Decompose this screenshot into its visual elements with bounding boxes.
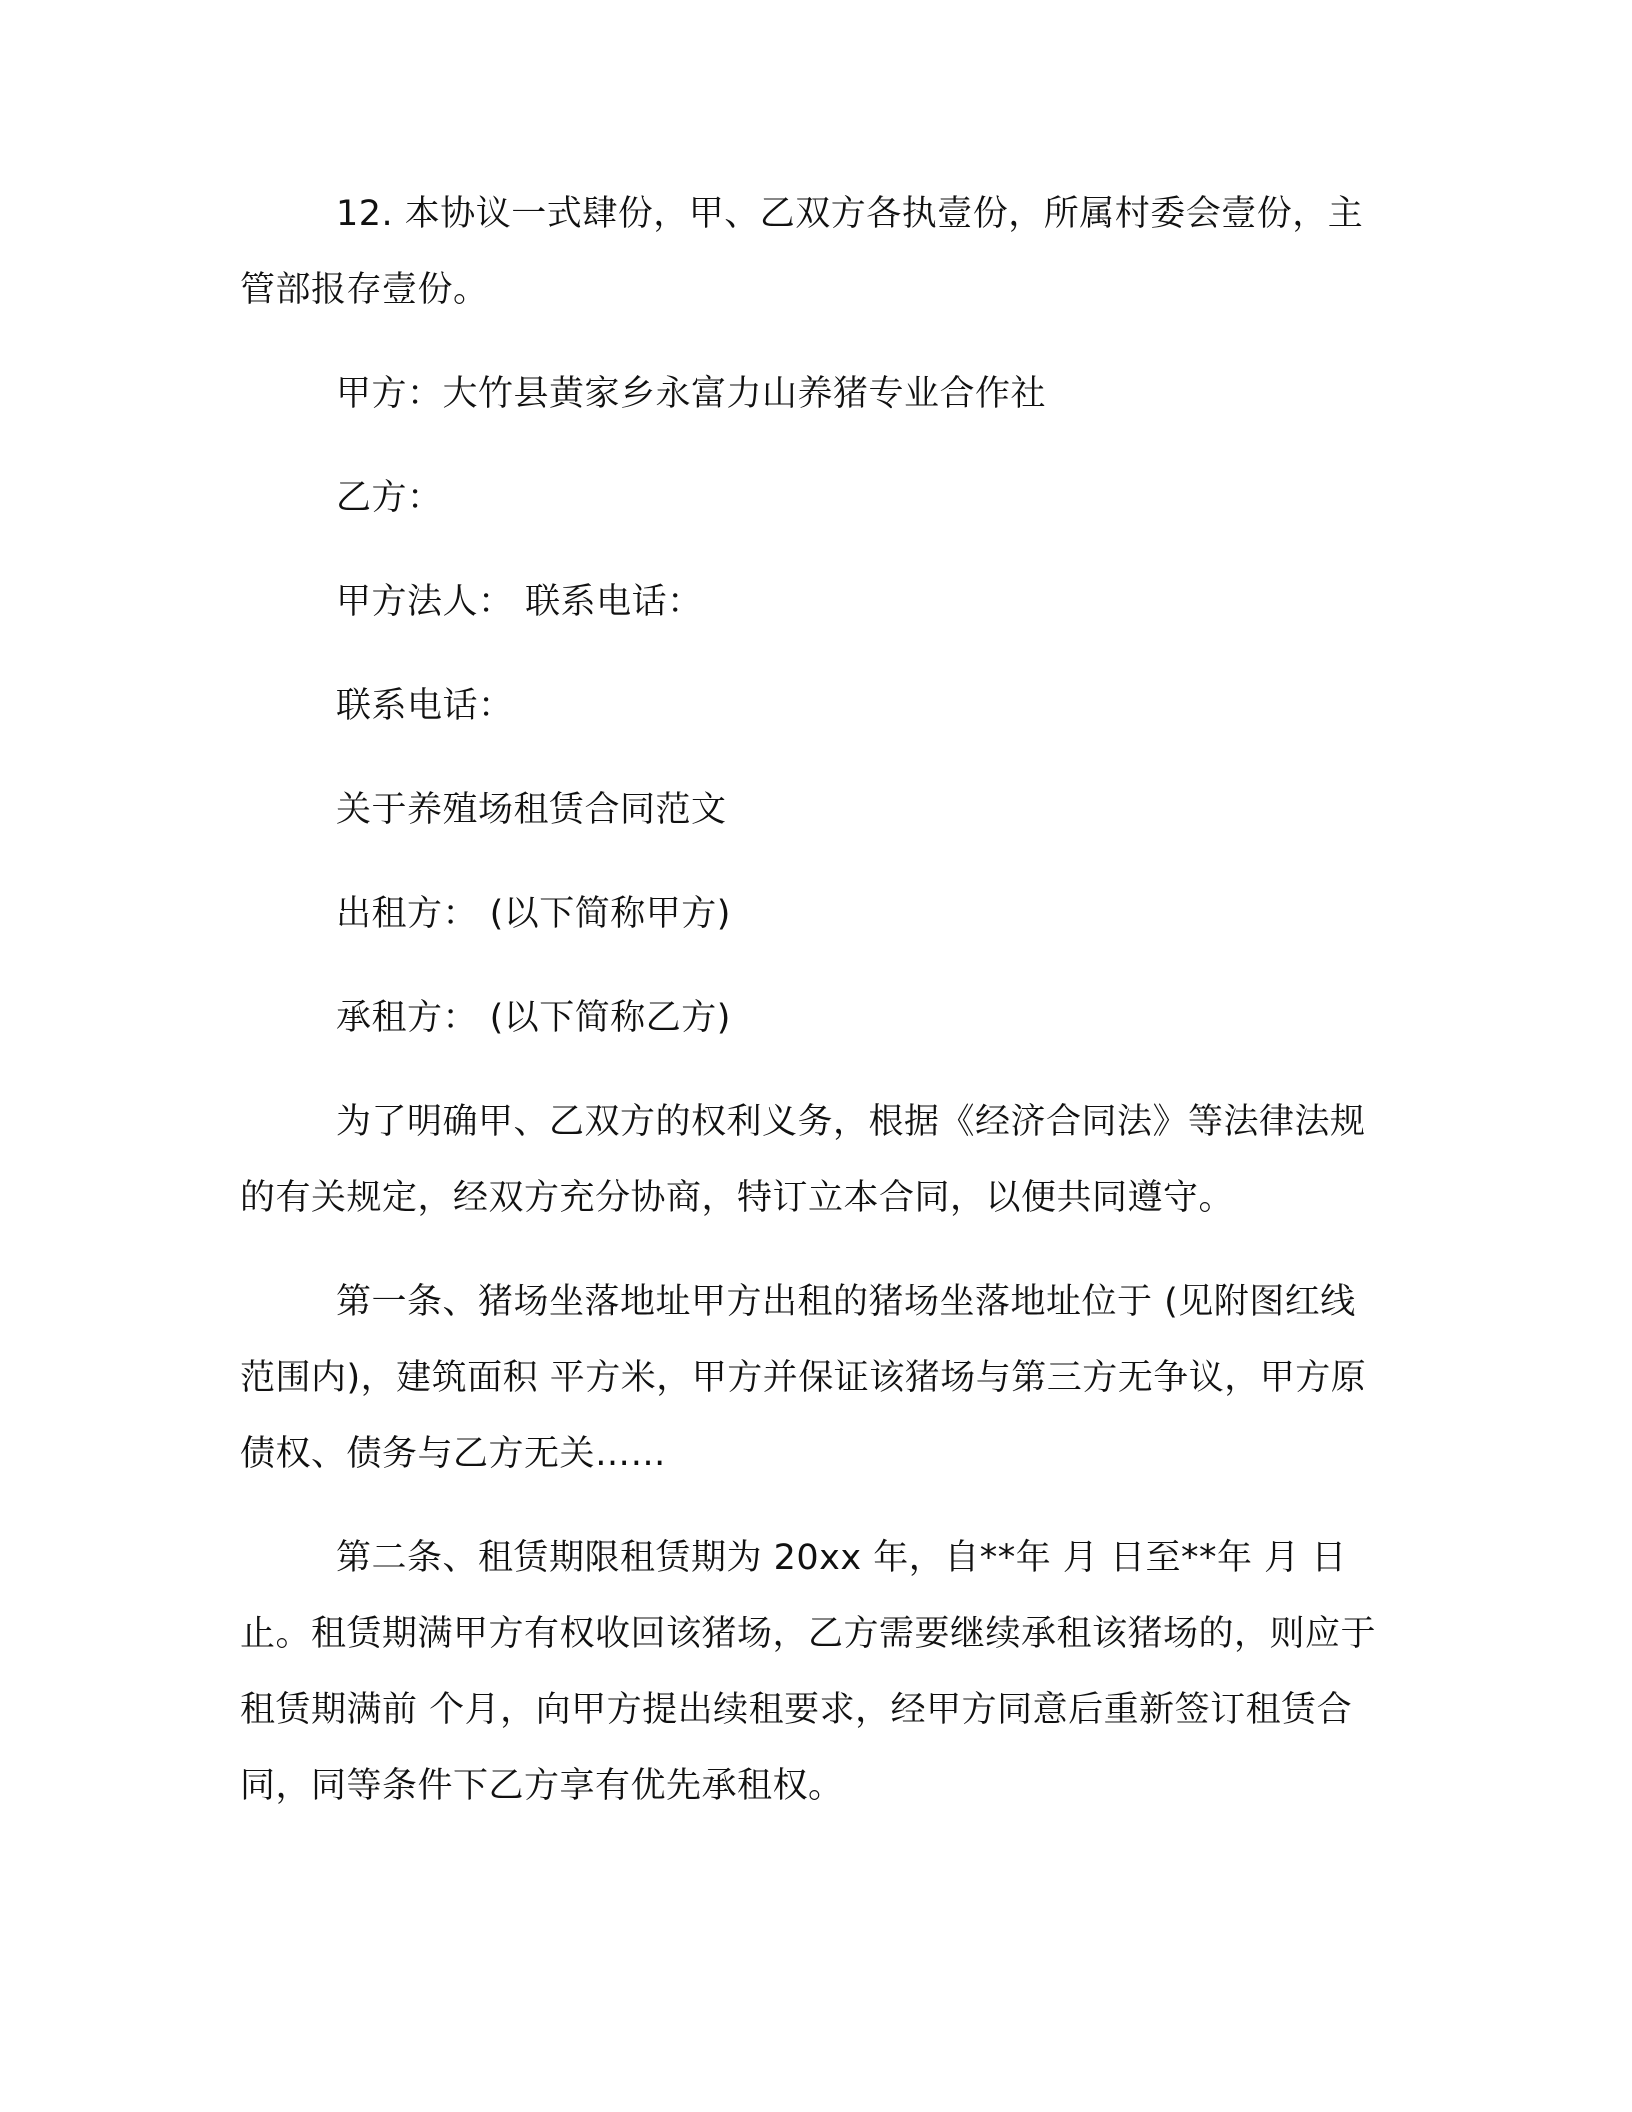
paragraph-lessee: 承租方： (以下简称乙方) [336, 998, 731, 1038]
paragraph-preamble: 为了明确甲、乙双方的权利义务，根据《经济合同法》等法律法规的有关规定，经双方充分协商，特订立本合同，以便共同遵守。 [240, 1102, 1366, 1218]
paragraph-lessor: 出租方： (以下简称甲方) [336, 894, 731, 934]
paragraph-article-2: 第二条、租赁期限租赁期为 20xx 年，自**年 月 日至**年 月 日止。租赁期满甲方有权收回该猪场，乙方需要继续承租该猪场的，则应于租赁期满前 个月，向甲方提出续租要求，经甲方同意后重新签订租赁合同，同等条件下乙方享有优先承租权。 [240, 1538, 1377, 1806]
paragraph-article-1: 第一条、猪场坐落地址甲方出租的猪场坐落地址位于 (见附图红线范围内)，建筑面积 平方米，甲方并保证该猪场与第三方无争议，甲方原债权、债务与乙方无关…… [240, 1282, 1367, 1474]
paragraph-party-b: 乙方： [336, 478, 443, 518]
document-body [240, 176, 1380, 1824]
paragraph-contact-phone: 联系电话： [336, 686, 514, 726]
paragraph-party-a: 甲方：大竹县黄家乡永富力山养猪专业合作社 [336, 374, 1047, 414]
paragraph-contract-title: 关于养殖场租赁合同范文 [336, 790, 727, 830]
paragraph-party-a-legal-person: 甲方法人： 联系电话： [336, 582, 703, 622]
paragraph-clause-12: 12. 本协议一式肆份，甲、乙双方各执壹份，所属村委会壹份，主管部报存壹份。 [240, 194, 1364, 310]
